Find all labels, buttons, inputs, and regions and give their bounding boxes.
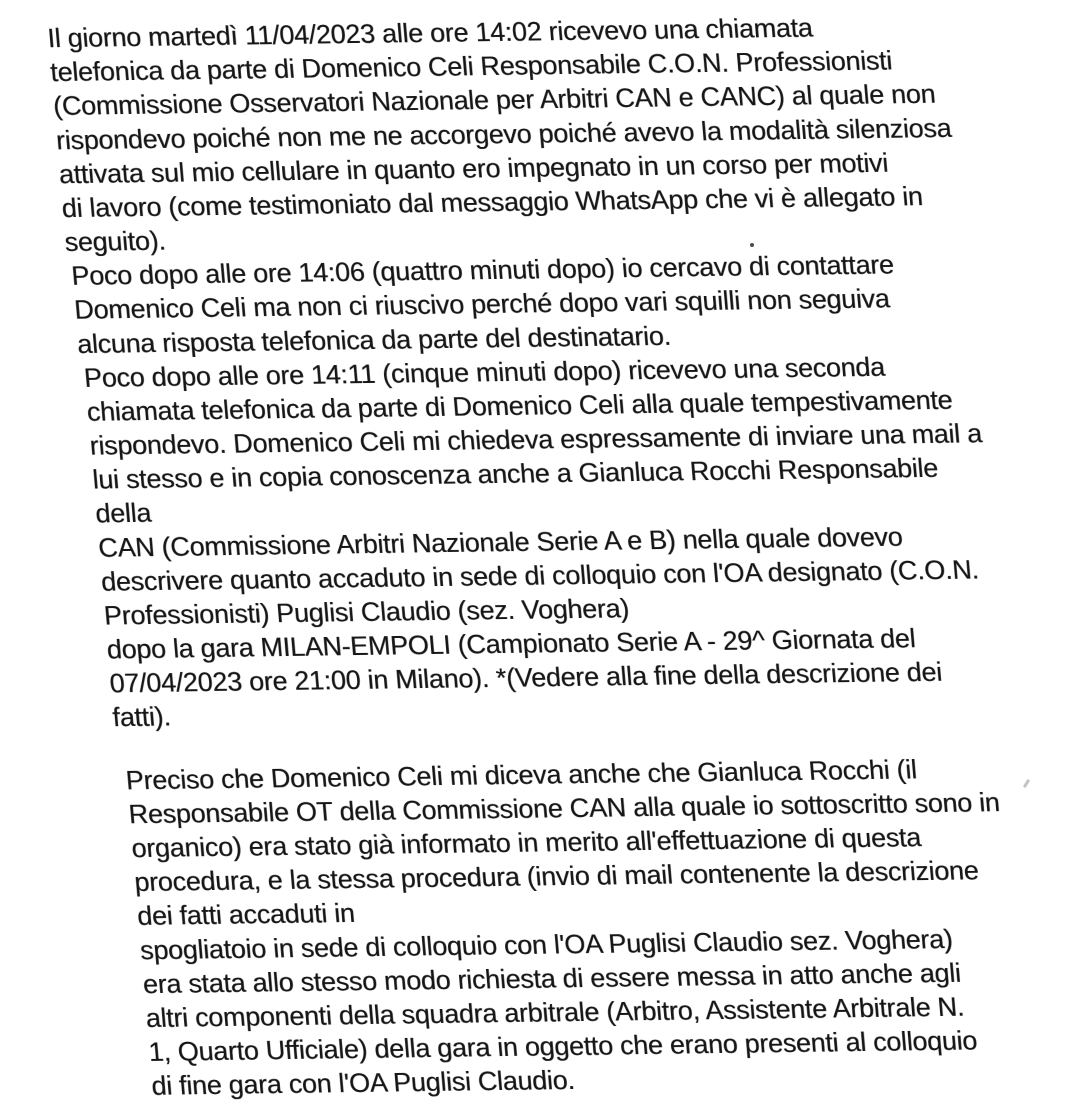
text-line: di lavoro (come testimoniato dal messaggio WhatsApp che vi è allegato in xyxy=(60,181,924,224)
paragraph-call-1402 xyxy=(46,9,966,259)
text-line: 07/04/2023 ore 21:00 in Milano). *(Vedere alla fine della descrizione dei xyxy=(108,656,943,699)
scan-speck xyxy=(750,243,754,247)
text-line: rispondevo. Domenico Celi mi chiedeva espressamente di inviare una mail a xyxy=(88,418,983,461)
text-line: seguito). xyxy=(63,225,167,258)
text-line: Poco dopo alle ore 14:11 (cinque minuti dopo) ricevevo una seconda xyxy=(82,351,886,393)
text-line: Il giorno martedì 11/04/2023 alle ore 14:02 ricevevo una chiamata xyxy=(46,12,814,54)
text-line: Domenico Celi ma non ci riuscivo perché dopo vari squilli non seguiva xyxy=(72,283,891,325)
text-line: Responsabile OT della Commissione CAN alla quale io sottoscritto sono in xyxy=(127,787,1001,830)
scan-speck xyxy=(1023,779,1030,788)
text-line: spogliatoio in sede di colloquio con l'OA Puglisi Claudio sez. Voghera) xyxy=(138,923,954,966)
paragraph-callback-1406 xyxy=(70,247,975,361)
text-line: organico) era stato già informato in merito all'effettuazione di questa xyxy=(130,822,922,864)
text-line: 1, Quarto Ufficiale) della gara in oggetto che erano presenti al colloquio xyxy=(147,1025,979,1068)
text-line: rispondevo poiché non me ne accorgevo poiché avevo la modalità silenziosa xyxy=(54,112,953,156)
document-text xyxy=(0,9,1037,1104)
text-line: Poco dopo alle ore 14:06 (quattro minuti dopo) io cercavo di contattare xyxy=(70,249,895,292)
text-line: dei fatti accaduti in xyxy=(135,898,356,932)
text-line: lui stesso e in copia conoscenza anche a Gianluca Rocchi Responsabile xyxy=(91,452,940,495)
text-line: alcuna risposta telefonica da parte del destinatario. xyxy=(75,320,672,359)
text-line: dopo la gara MILAN-EMPOLI (Campionato Serie A - 29^ Giornata del xyxy=(105,623,917,665)
text-line: fatti). xyxy=(111,701,172,733)
paragraph-call-1411 xyxy=(83,348,1006,734)
text-line: di fine gara con l'OA Puglisi Claudio. xyxy=(150,1065,576,1101)
text-line: chiamata telefonica da parte di Domenico Celi alla quale tempestivamente xyxy=(85,384,954,427)
text-line: CAN (Commissione Arbitri Nazionale Serie A e B) nella quale dovevo xyxy=(96,521,904,563)
text-line: altri componenti della squadra arbitrale (Arbitro, Assistente Arbitrale N. xyxy=(144,991,966,1034)
text-line: Preciso che Domenico Celi mi diceva anche che Gianluca Rocchi (il xyxy=(124,754,918,796)
text-line: Professionisti) Puglisi Claudio (sez. Voghera) xyxy=(102,593,631,631)
text-line: della xyxy=(94,497,153,529)
paragraph-preciso xyxy=(124,751,1036,1103)
text-line: telefonica da parte di Domenico Celi Responsabile C.O.N. Professionisti xyxy=(49,45,894,88)
text-line: era stata allo stesso modo richiesta di essere messa in atto anche agli xyxy=(141,957,962,1000)
text-line: (Commissione Osservatori Nazionale per Arbitri CAN e CANC) al quale non xyxy=(51,78,937,122)
text-line: attivata sul mio cellulare in quanto ero impegnato in un corso per motivi xyxy=(57,147,890,190)
text-line: procedura, e la stessa procedura (invio di mail contenente la descrizione xyxy=(133,855,980,898)
text-line: descrivere quanto accaduto in sede di colloquio con l'OA designato (C.O.N. xyxy=(99,554,980,597)
